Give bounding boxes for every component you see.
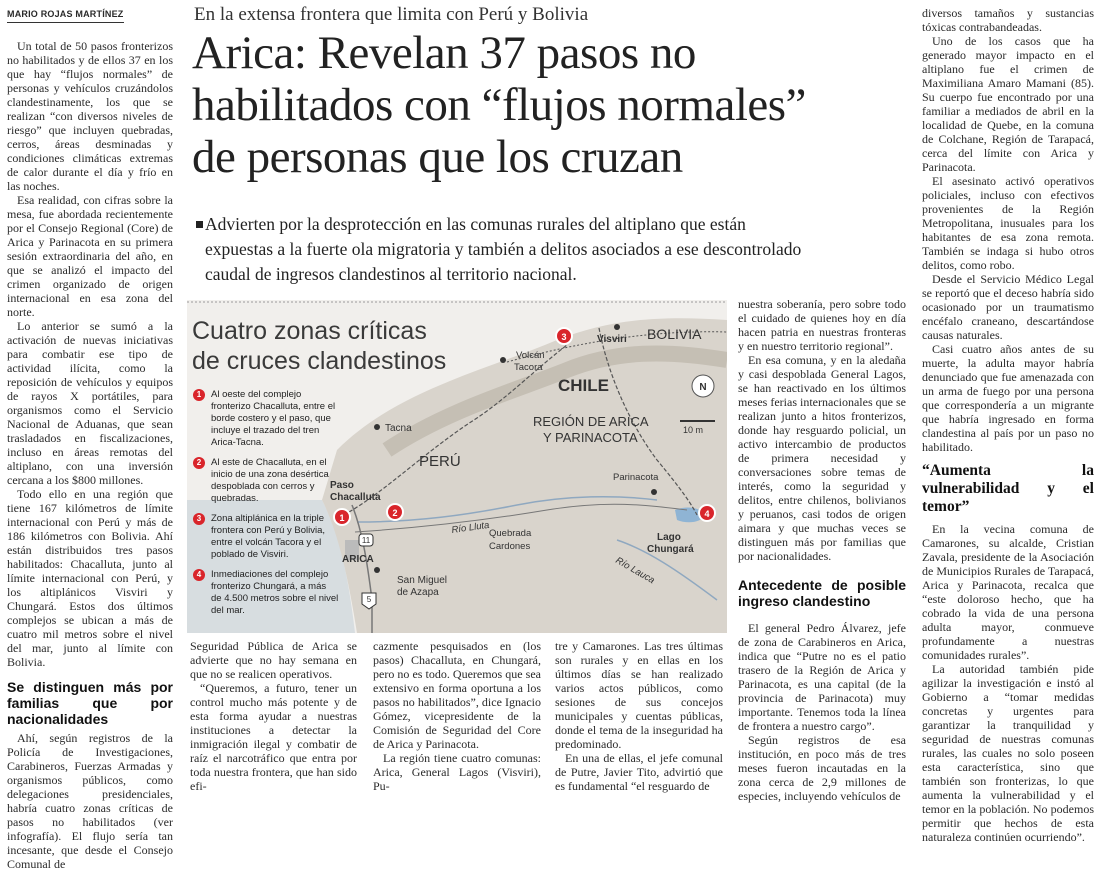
san-miguel-label-2: de Azapa [397, 587, 439, 598]
visviri-label: Visviri [597, 334, 627, 345]
san-miguel-label-1: San Miguel [397, 575, 448, 586]
tacna-dot [374, 424, 380, 430]
paragraph: Ahí, según registros de la Policía de Investigaciones, Carabineros, Fuerzas Armadas y organismos públicos, como delegaciones presidenciales, habría cuatro zonas críticas de pasos no habilitados (ver infografía). El flujo sería tan incesante, que desde el Consejo Comunal de [7, 731, 173, 871]
paragraph: Esa realidad, con cifras sobre la mesa, fue abordada recientemente por el Consejo Regional (Core) de Arica y Parinacota en su primera sesión extraordinaria del año, en que se analizó el impacto del crimen organizado de origen internacional en esa zona del norte. [7, 193, 173, 319]
san-miguel-dot [374, 567, 380, 573]
volcan-label-1: Volcán [516, 350, 545, 361]
paragraph: cazmente pesquisados en (los pasos) Chacalluta, en Chungará, pero no es todo. Queremos que sea extensivo en forma oportuna a los pasos no habilitados”, dice Ignacio Gómez, vicepresidente de la Comisión de Seguridad del Core de Arica y Parinacota. [373, 639, 541, 751]
paragraph: tre y Camarones. Las tres últimas son rurales y en ellas en los últimos días se han realizado varios actos públicos, como sesiones de sus concejos municipales y cuentas públicas, donde el tema de la inseguridad ha predominado. [555, 639, 723, 751]
legend-number-3: 3 [193, 513, 205, 525]
parinacota-label: Parinacota [613, 472, 659, 483]
legend-text-2: Al este de Chacalluta, en el inicio de una zona desértica despoblada con cerros y quebradas. [211, 457, 329, 504]
legend-item [193, 569, 343, 617]
column-4 [555, 639, 723, 793]
paragraph: Todo ello en una región que tiene 167 kilómetros de límite internacional con Perú y más de 186 kilómetros con Bolivia. Ahí están distribuidos tres pasos habilitados: Chacalluta, junto al límite internacional con Perú, y los altiplánicos Visviri y Chungará. Estos dos últimos complejos se ubican a más de cuatro mil metros sobre el nivel del mar, junto al límite con Bolivia. [7, 487, 173, 669]
paragraph: Seguridad Pública de Arica se advierte que no hay semana en que no se realicen operativos. [190, 639, 357, 681]
paragraph: Según registros de esa institución, en poco más de tres meses fueron incautadas en la zona cerca de 2,9 millones de especies, incluyendo vehículos de [738, 733, 906, 803]
paso-label-2: Chacalluta [330, 492, 381, 503]
paragraph: “Queremos, a futuro, tener un control mucho más potente y de esta forma ayudar a nuestras instituciones a detectar la inmigración ilegal y combatir de raíz el narcotráfico que entra por toda nuestra frontera, que han sido efi- [190, 681, 357, 793]
paragraph: Uno de los casos que ha generado mayor impacto en el altiplano fue el crimen de Maximiliana Amaro Mamani (85). Su cuerpo fue encontrado por una familiar a mediados de abril en la localidad de Quebe, en la comuna de Colchane, Región de Tarapacá, cerca del límite con Arica y Parinacota. [922, 34, 1094, 174]
paragraph: En la vecina comuna de Camarones, su alcalde, Cristian Zavala, presidente de la Asociación de Municipios Rurales de Tarapacá, Arica y Parinacota, recalca que “este doloroso hecho, que ha cobrado la vida de una persona adulta mayor, conmueve profundamente a nuestras comunidades rurales”. [922, 522, 1094, 662]
deck [205, 212, 905, 287]
deck-line-3: caudal de ingresos clandestinos al territorio nacional. [205, 264, 577, 284]
deck-line-1: Advierten por la desprotección en las comunas rurales del altiplano que están [205, 214, 746, 234]
infographic-title [192, 316, 446, 376]
headline-line-1: Arica: Revelan 37 pasos no [192, 27, 696, 79]
paragraph: Casi cuatro años antes de su muerte, la adulta mayor habría denunciado que fue amenazada con un arma de fuego por una persona que correspondería a un migrante que habría ingresado en forma clandestina al país por un paso no habilitado. [922, 342, 1094, 454]
scale-label: 10 m [683, 425, 704, 435]
tacna-label: Tacna [385, 423, 412, 434]
legend-item [193, 513, 343, 561]
lago-label-1: Lago [657, 532, 681, 543]
route-11-label: 11 [361, 536, 371, 545]
marker-1-label: 1 [339, 513, 345, 523]
quebrada-label-1: Quebrada [489, 528, 532, 539]
paragraph: El asesinato activó operativos policiales, incluso con efectivos provenientes de la Región Metropolitana, inusuales para los habitantes de esa zona remota. También se indaga si hubo otros delitos, como robo. [922, 174, 1094, 272]
infographic-legend [193, 389, 343, 617]
column-2 [190, 639, 357, 793]
paragraph: La autoridad también pide agilizar la investigación e instó al Gobierno a “tomar medidas concretas y urgentes para garantizar la tranquilidad y seguridad de nuestras comunas rurales, las cuales no solo poseen esta característica, sino que también son fronterizas, lo que aumenta la vulnerabilidad y el temor en la población. No podemos permitir que hechos de esta naturaleza continúen ocurriendo”. [922, 662, 1094, 844]
headline-line-2: habilitados con “flujos normales” [192, 79, 806, 131]
legend-text-4: Inmediaciones del complejo fronterizo Chungará, a más de 4.500 metros sobre el nivel del mar. [211, 569, 339, 616]
headline-line-3: de personas que los cruzan [192, 131, 683, 183]
marker-2 [387, 504, 403, 520]
legend-text-1: Al oeste del complejo fronterizo Chacalluta, entre el borde costero y el paso, que incluye el trazado del tren Arica-Tacna. [211, 389, 336, 448]
deck-line-2: expuestas a la fuerte ola migratoria y también a delitos asociados a ese descontrolado [205, 239, 802, 259]
marker-4 [699, 505, 715, 521]
volcan-label-2: Tacora [514, 362, 543, 373]
infographic [187, 300, 727, 633]
byline: MARIO ROJAS MARTÍNEZ [7, 7, 124, 23]
chile-label: CHILE [558, 376, 609, 395]
marker-4-label: 4 [704, 509, 710, 519]
paragraph: diversos tamaños y sustancias tóxicas contrabandeadas. [922, 6, 1094, 34]
infographic-title-line-2: de cruces clandestinos [192, 347, 447, 375]
peru-label: PERÚ [419, 453, 461, 470]
subhead-antecedente: Antecedente de posible ingreso clandestino [738, 577, 906, 609]
paragraph: En una de ellas, el jefe comunal de Putre, Javier Tito, advirtió que es fundamental “el resguardo de [555, 751, 723, 793]
subhead-familias: Se distinguen más por familias que por nacionalidades [7, 679, 173, 727]
legend-number-1: 1 [193, 389, 205, 401]
rio-lluta-label: Río Lluta [450, 519, 491, 536]
parinacota-dot [651, 489, 657, 495]
paragraph: En esa comuna, y en la aledaña y casi despoblada General Lagos, se han reactivado en los últimos meses ferias internacionales que se realizan junto a hitos fronterizos, donde hay resguardo policial, un activo intercambio de productos de primera necesidad y conversaciones sobre temas de interés, como la seguridad y delitos, entre chilenos, bolivianos y peruanos, casi todos de origen aimara y que muchas veces se distinguen más por familias que por nacionalidades. [738, 353, 906, 563]
infographic-title-line-1: Cuatro zonas críticas [192, 317, 427, 345]
legend-item [193, 389, 343, 449]
marker-3 [556, 328, 572, 344]
route-5-label: 5 [366, 595, 372, 604]
headline [192, 27, 912, 183]
column-6 [922, 6, 1094, 844]
bolivia-label: BOLIVIA [647, 326, 702, 342]
quebrada-label-2: Cardones [489, 541, 531, 552]
paragraph: La región tiene cuatro comunas: Arica, General Lagos (Visviri), Pu- [373, 751, 541, 793]
region-label-1: REGIÓN DE ARICA [533, 414, 649, 429]
rio-lauca-label: Río Lauca [613, 555, 657, 587]
legend-number-4: 4 [193, 569, 205, 581]
paragraph: Un total de 50 pasos fronterizos no habilitados y de ellos 37 en los que hay “flujos normales” de personas y vehículos cruzándolos clandestinamente, los que se realizan “con diversos niveles de riesgo” que incluyen quebradas, cerros, áreas desminadas y condiciones climáticas extremas de calor durante el día y frío en las noches. [7, 39, 173, 193]
volcan-dot [500, 357, 506, 363]
paragraph: nuestra soberanía, pero sobre todo el cuidado de quienes hoy en día hacen patria en nuestras fronteras y en nuestro territorio regional”. [738, 297, 906, 353]
marker-2-label: 2 [392, 508, 398, 518]
legend-number-2: 2 [193, 457, 205, 469]
column-5 [738, 297, 906, 803]
paragraph: Lo anterior se sumó a la activación de nuevas iniciativas para combatir ese tipo de actividad ilícita, como la reposición de vehículos y equipos de rayos X portátiles, para organismos como el Servicio Nacional de Aduanas, que sean trasladados en fiscalizaciones, incluso en áreas remotas del altiplano, con una inversión cercana a los $800 millones. [7, 319, 173, 487]
legend-item [193, 457, 343, 505]
legend-text-3: Zona altiplánica en la triple frontera con Perú y Bolivia, entre el volcán Tacora y el poblado de Visviri. [211, 513, 326, 560]
region-label-2: Y PARINACOTA [543, 430, 638, 445]
column-3 [373, 639, 541, 793]
visviri-dot [614, 324, 620, 330]
lago-label-2: Chungará [647, 544, 694, 555]
paragraph: Desde el Servicio Médico Legal se reportó que el deceso habría sido ocasionado por un traumatismo encéfalo craneano, descartándose causas naturales. [922, 272, 1094, 342]
deck-bullet [196, 221, 203, 228]
north-label: N [699, 382, 707, 393]
subhead-aumenta: “Aumenta la vulnerabilidad y el temor” [922, 462, 1094, 515]
arica-label: ARICA [342, 554, 374, 565]
marker-3-label: 3 [561, 332, 567, 342]
paso-label-1: Paso [330, 480, 354, 491]
kicker: En la extensa frontera que limita con Perú y Bolivia [194, 4, 589, 25]
paragraph: El general Pedro Álvarez, jefe de zona de Carabineros en Arica, indica que “Putre no es el patio trasero de la Región de Arica y Parinacota, es una capital (de la provincia de Parinacota) muy importante. Tenemos toda la línea de frontera a nuestro cargo”. [738, 621, 906, 733]
column-1 [7, 6, 173, 871]
